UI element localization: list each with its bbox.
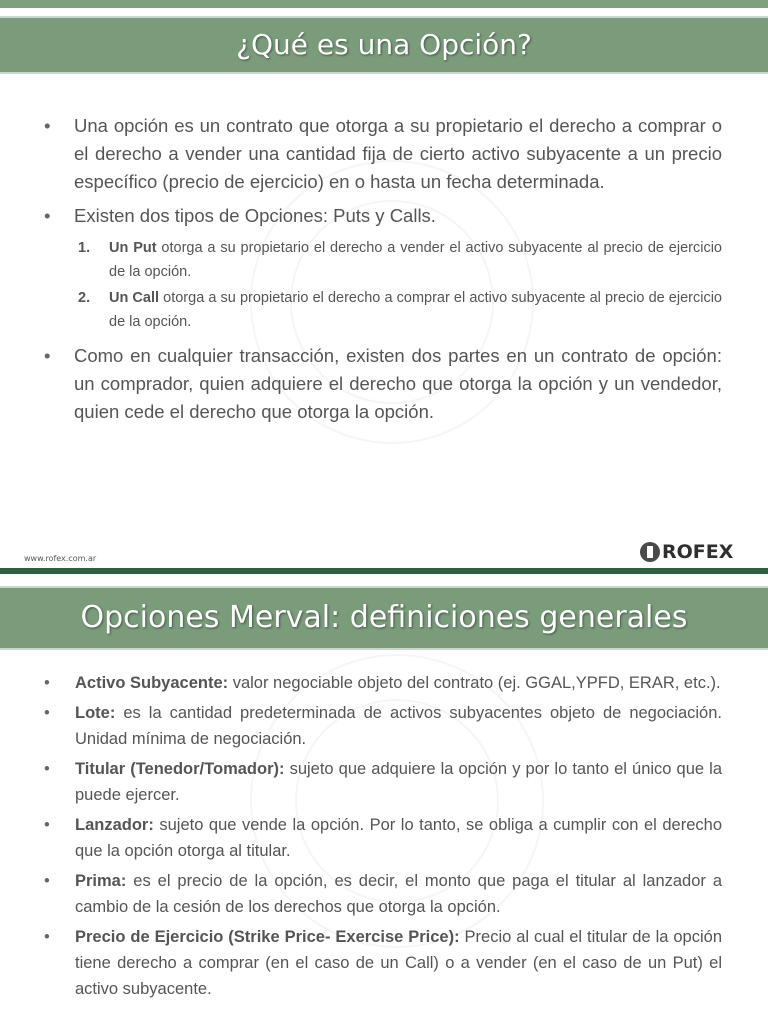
- slide-merval-definitions: [0, 574, 768, 1024]
- definition-precio-ejercicio: • Precio de Ejercicio (Strike Price- Exercise Price): Precio al cual el titular de la opción tiene derecho a comprar (en el caso de un Call) o a vender (en el caso de un Put) el activo subyacente.: [0, 924, 768, 1002]
- slide2-content: [0, 670, 768, 1006]
- bullet-dot: •: [44, 816, 50, 834]
- slide1-content: [0, 112, 768, 432]
- definition-titular: • Titular (Tenedor/Tomador): sujeto que adquiere la opción y por lo tanto el único que la puede ejercer.: [0, 756, 768, 808]
- bullet-dot: •: [44, 704, 50, 722]
- bullet-dot: •: [44, 760, 50, 778]
- bullet-dot: •: [44, 928, 50, 946]
- bullet-dot: •: [44, 872, 50, 890]
- definition-prima: • Prima: es el precio de la opción, es decir, el monto que paga el titular al lanzador a cambio de la cesión de los derechos que otorga la opción.: [0, 868, 768, 920]
- definition-lote: • Lote: es la cantidad predeterminada de activos subyacentes objeto de negociación. Unidad mínima de negociación.: [0, 700, 768, 752]
- bullet-dot: •: [44, 115, 51, 136]
- definition-lanzador: • Lanzador: sujeto que vende la opción. Por lo tanto, se obliga a cumplir con el derecho que la opción otorga al titular.: [0, 812, 768, 864]
- bullet-option-types: • Existen dos tipos de Opciones: Puts y Calls.: [0, 202, 768, 230]
- rofex-logo-icon: [640, 542, 660, 562]
- top-accent-bar: [0, 0, 768, 8]
- bullet-dot: •: [44, 345, 51, 366]
- bullet-parties: • Como en cualquier transacción, existen dos partes en un contrato de opción: un comprador, quien adquiere el derecho que otorga la opción y un vendedor, quien cede el derecho que otorga la opción.: [0, 342, 768, 426]
- footer-url: www.rofex.com.ar: [24, 554, 97, 563]
- bullet-dot: •: [44, 205, 51, 226]
- slide-title: ¿Qué es una Opción?: [0, 16, 768, 74]
- sub-item-call: 2. Un Call otorga a su propietario el derecho a comprar el activo subyacente al precio de ejercicio de la opción.: [78, 290, 722, 330]
- definition-activo-subyacente: • Activo Subyacente: valor negociable objeto del contrato (ej. GGAL,YPFD, ERAR, etc.).: [0, 670, 768, 696]
- sub-item-put: 1. Un Put otorga a su propietario el derecho a vender el activo subyacente al precio de ejercicio de la opción.: [78, 240, 722, 280]
- bullet-dot: •: [44, 674, 50, 692]
- bullet-definition: • Una opción es un contrato que otorga a su propietario el derecho a comprar o el derecho a vender una cantidad fija de cierto activo subyacente a un precio específico (precio de ejercicio) en o hasta un fecha determinada.: [0, 112, 768, 196]
- rofex-logo: [640, 540, 733, 564]
- rofex-logo-text: ROFEX: [662, 541, 734, 563]
- slide-title: Opciones Merval: definiciones generales: [0, 586, 768, 650]
